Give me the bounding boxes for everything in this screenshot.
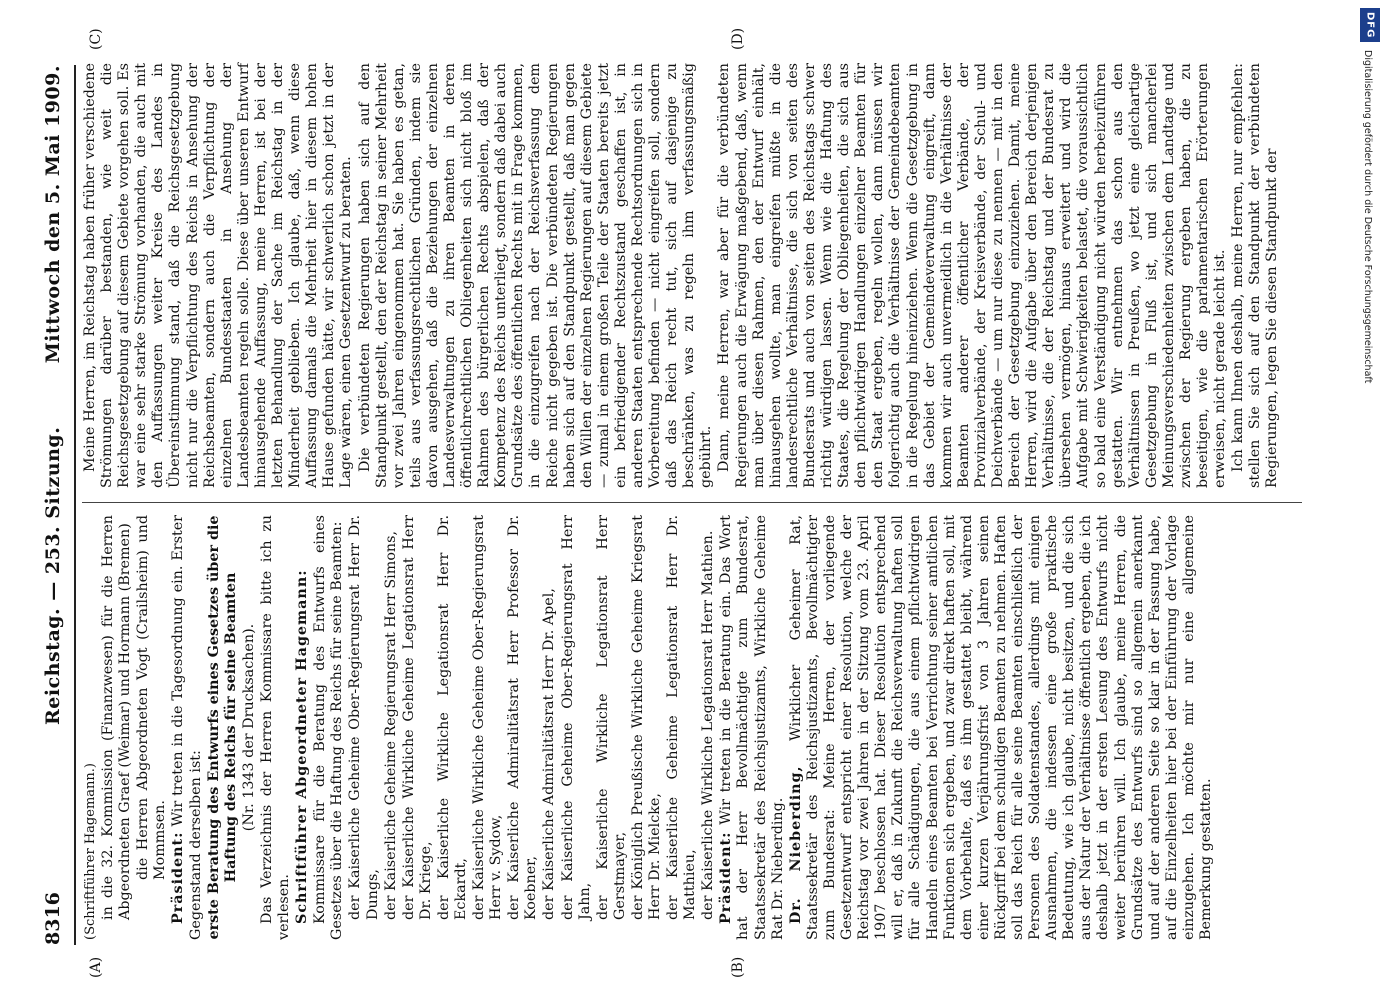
commissioner-item: der Kaiserliche Wirkliche Legationsrat Herr Dr. Eckardt,	[435, 515, 469, 920]
left-column	[82, 515, 1216, 940]
column-divider	[82, 502, 1302, 503]
margin-mark-b: (B)	[730, 956, 746, 978]
commissioner-item: der Kaiserliche Wirkliche Legationsrat Herr Mathien.	[700, 530, 717, 920]
commissioner-item: der Kaiserliche Wirkliche Geheime Legationsrat Herr Dr. Kriege,	[400, 515, 434, 920]
page-number: 8316	[42, 892, 64, 945]
president-remark	[170, 515, 204, 940]
commissioner-item: der Kaiserliche Wirkliche Geheime Ober-Regierungsrat Herr v. Sydow,	[471, 515, 505, 920]
nieberding-speech	[788, 515, 1215, 940]
commissioner-item: der Kaiserliche Geheime Ober-Regierungsrat Herr Dr. Dungs,	[347, 515, 381, 920]
commissioner-item: der Kaiserliche Geheime Legationsrat Herr Dr. Matthieu,	[665, 515, 699, 920]
margin-mark-a: (A)	[88, 956, 104, 978]
president-text-2: Wir treten in die Beratung ein. Das Wort hat der Herr Bevollmächtigte zum Bundesrat, Staatssekretär des Reichsjustizamts, Wirkliche Geheime Rat Dr. Nieberding.	[718, 514, 786, 940]
agenda-title: erste Beratung des Entwurfs eines Gesetzes über die Haftung des Reichs für seine Beamten	[205, 515, 239, 940]
commissioner-item: der Kaiserliche Wirkliche Legationsrat Herr Gerstmayer,	[594, 515, 628, 920]
agenda-request: Das Verzeichnis der Herren Kommissare bitte ich zu verlesen.	[258, 515, 293, 940]
speech-paragraph: Ich kann Ihnen deshalb, meine Herren, nur empfehlen: stellen Sie sich auf den Standpunkt der verbündeten Regierungen, legen Sie diesen Standpunkt der	[1230, 63, 1281, 488]
commissioner-item: der Kaiserliche Geheime Regierungsrat Herr Simons,	[382, 530, 399, 920]
commission-text-2: die Herren Abgeordneten Vogt (Crailsheim) und Mommsen.	[135, 515, 169, 880]
right-column	[82, 63, 1283, 488]
agenda-ref: (Nr. 1343 der Drucksachen).	[240, 623, 257, 832]
secretary-label: Schriftführer Abgeordneter Hagemann:	[294, 569, 311, 924]
speaker-tag: (Schriftführer Hagemann.)	[83, 763, 98, 940]
digitization-credit	[1359, 6, 1381, 994]
secretary-remark	[294, 515, 311, 940]
president-label: Präsident:	[170, 831, 187, 924]
running-head-left: Reichstag. — 253. Sitzung.	[42, 426, 64, 725]
speech-paragraph: Die verbündeten Regierungen haben sich auf den Standpunkt gestellt, den der Reichstag in seiner Mehrheit vor zwei Jahren eingenommen hat. Sie haben es getan, teils aus verfassungsrechtlichen Gründen, indem sie davon ausgehen, daß die Beziehungen der einzelnen Landesverwaltungen zu ihren Beamten in deren öffentlichrechtlichen Obliegenheiten sich nicht bloß im Rahmen des bürgerlichen Rechts abspielen, daß der Kompetenz des Reichs unterliegt, sondern daß dabei auch Grundsätze des öffentlichen Rechts mit in Frage kommen, in die einzugreifen nach der Reichsverfassung dem Reiche nicht gegeben ist. Die verbündeten Regierungen haben sich auf den Standpunkt gestellt, daß man gegen den Willen der einzelnen Regierungen auf diesem Gebiete — zumal in einem großen Teile der Staaten bereits jetzt ein befriedigender Rechtszustand geschaffen ist, in anderen Staaten entsprechende Rechtsordnungen sich in Vorbereitung befinden — nicht eingreifen soll, sondern daß das Reich recht tut, sich auf dasjenige zu beschränken, was zu regeln ihm verfassungsmäßig gebührt.	[356, 63, 715, 488]
credit-text: Digitalisierung gefördert durch die Deutsche Forschungsgemeinschaft	[1362, 50, 1373, 384]
nieberding-text: Wirklicher Geheimer Rat, Staatssekretär des Reichsjustizamts, Bevollmächtigter zum Bundesrat: Meine Herren, der vorliegende Gesetzentwurf entspricht einer Resolution, welche der Reichstag vor zwei Jahren in der Sitzung vom 23. April 1907 beschlossen hat. Dieser Resolution entsprechend will er, daß in Zukunft die Reichsverwaltung haften soll für alle Schädigungen, die aus einem pflichtwidrigen Handeln eines Beamten bei Verrichtung seiner amtlichen Funktionen sich ergeben, und zwar direkt haften soll, mit dem Vorbehalte, daß es ihm gestattet bleibt, während einer kurzen Verjährungsfrist von 3 Jahren seinen Rückgriff bei dem schuldigen Beamten zu nehmen. Haften soll das Reich für alle seine Beamten einschließlich der Personen des Soldatenstandes, allerdings mit einigen Ausnahmen, die indessen eine große praktische Bedeutung, wie ich glaube, nicht besitzen, und die sich aus der Natur der Verhältnisse öffentlich ergeben, die ich deshalb jetzt in der ersten Lesung des Entwurfs nicht weiter berühren will. Ich glaube, meine Herren, die Grundsätze des Entwurfs sind so allgemein anerkannt und auf der anderen Seite so klar in der Fassung habe, auf die Einzelheiten hier bei der Einführung der Vorlage einzugehen. Ich möchte mir nur eine allgemeine Bemerkung gestatten.	[787, 514, 1214, 940]
nieberding-label: Dr. Nieberding,	[787, 765, 804, 924]
president-remark-2	[718, 515, 786, 940]
commission-text: in die 32. Kommission (Finanzwesen) für die Herren Abgeordneten Graef (Weimar) und Hormann (Bremen)	[100, 515, 134, 920]
president-text: Wir treten in die Tagesordnung ein. Erster Gegenstand derselben ist:	[170, 515, 204, 940]
president-label-2: Präsident:	[718, 831, 735, 924]
margin-mark-c: (C)	[88, 28, 104, 50]
commissioner-item: der Kaiserliche Geheime Ober-Regierungsrat Herr Jahn,	[559, 515, 593, 920]
secretary-text: Kommissare für die Beratung des Entwurfs eines Gesetzes über die Haftung des Reichs für seine Beamten:	[312, 515, 346, 940]
header-rule	[74, 65, 76, 945]
speech-paragraph: Meine Herren, im Reichstag haben früher verschiedene Strömungen darüber bestanden, wie weit die Reichsgesetzgebung auf diesem Gebiete vorgehen soll. Es war eine sehr starke Strömung vorhanden, die auch mit den Auffassungen weiter Kreise des Landes in Übereinstimmung stand, daß die Reichsgesetzgebung nicht nur die Verpflichtung des Reichs in Ansehung der Reichsbeamten, sondern auch die Verpflichtung der einzelnen Bundesstaaten in Ansehung der Landesbeamten regeln solle. Diese über unseren Entwurf hinausgehende Auffassung, meine Herren, ist bei der letzten Behandlung der Sache im Reichstag in der Minderheit geblieben. Ich glaube, daß, wenn diese Auffassung damals die Mehrheit hier in diesem hohen Hause gefunden hätte, wir schwerlich schon jetzt in der Lage wären, einen Gesetzentwurf zu beraten.	[82, 63, 355, 488]
running-head-right: Mittwoch den 5. Mai 1909.	[42, 65, 64, 364]
dfg-logo: DFG	[1360, 8, 1380, 42]
commissioner-item: der Kaiserliche Admiralitätsrat Herr Professor Dr. Koebner,	[506, 515, 540, 920]
margin-mark-d: (D)	[730, 27, 746, 50]
speech-paragraph: Dann, meine Herren, war aber für die verbündeten Regierungen auch die Erwägung maßgebend, daß, wenn man über diesen Rahmen, den der Entwurf einhält, hinausgehen wollte, man eingreifen müßte in die landesrechtliche Verhältnisse, die sich von seiten des Bundesrats und auch von seiten des Reichstags schwer richtig würdigen lassen. Wenn wie die Haftung des Staates, die Regelung der Obliegenheiten, die sich aus den pflichtwidrigen Handlungen einzelner Beamten für den Staat ergeben, regeln wollen, dann müssen wir folgerichtig auch die Verhältnisse der Gemeindebeamten in die Regelung hineinziehen. Wenn die Gesetzgebung in das Gebiet der Gemeindeverwaltung eingreift, dann kommen wir auch unvermeidlich in die Verhältnisse der Beamten anderer öffentlicher Verbände, der Provinzialverbände, der Kreisverbände, der Schul- und Deichverbände — um nur diese zu nennen — mit in den Bereich der Gesetzgebung einzuziehen. Damit, meine Herren, wird die Aufgabe über den Bereich derjenigen Verhältnisse, die der Reichstag und der Bundesrat zu übersehen vermögen, hinaus erweitert und wird die Aufgabe mit Schwierigkeiten belastet, die voraussichtlich so bald eine Verständigung nicht würden herbeizuführen gestatten. Wir entnehmen das schon aus den Verhältnissen in Preußen, wo jetzt eine gleichartige Gesetzgebung in Fluß ist, und sich mancherlei Meinungsverschiedenheiten zwischen dem Landtage und zwischen der Regierung ergeben haben, die zu beseitigen, wie die parlamentarischen Erörterungen erweisen, nicht gerade leicht ist.	[716, 63, 1229, 488]
commissioner-item: der Kaiserliche Admiralitätsrat Herr Dr. Apel,	[541, 588, 558, 920]
commissioner-item: der Königlich Preußische Wirkliche Geheime Kriegsrat Herr Dr. Mielcke,	[629, 515, 663, 920]
page-header	[36, 65, 70, 945]
